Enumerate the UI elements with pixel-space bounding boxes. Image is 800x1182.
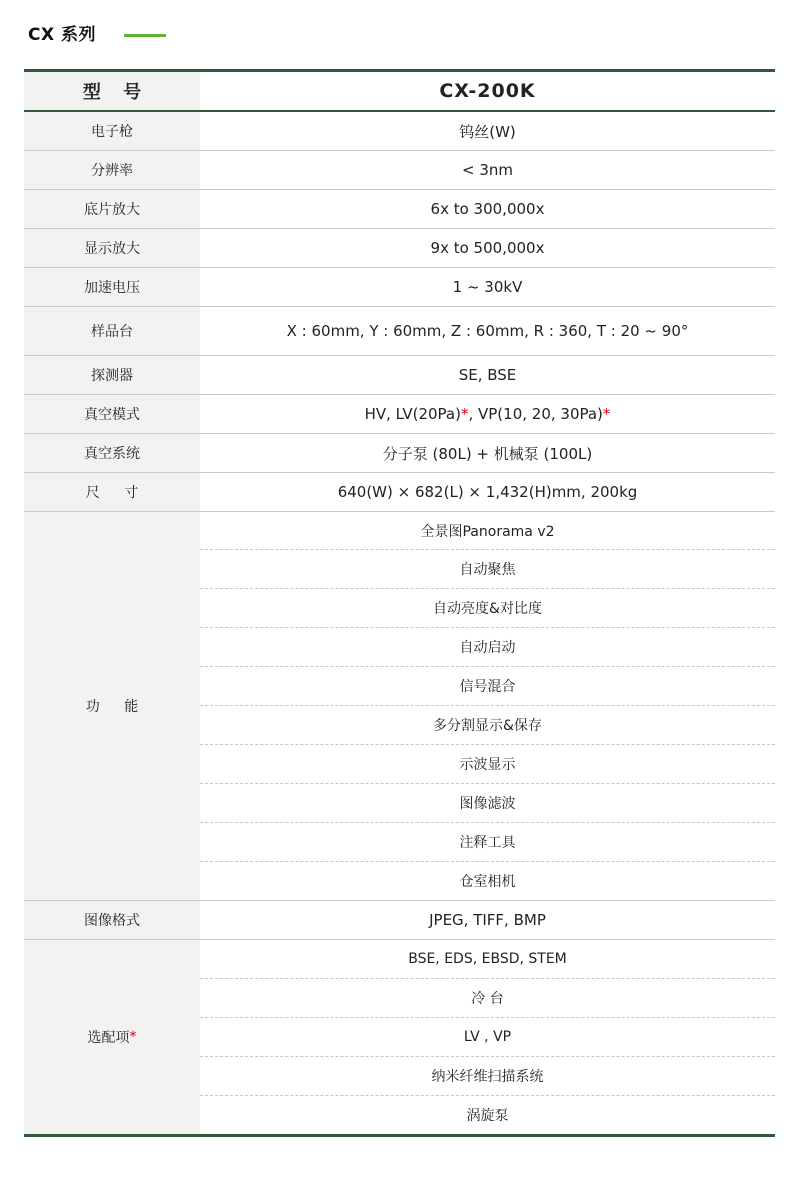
spec-label: 尺 寸 xyxy=(24,473,200,511)
spec-label: 底片放大 xyxy=(24,190,200,228)
spec-label: 分辨率 xyxy=(24,151,200,189)
spec-row-electron-gun xyxy=(24,112,775,151)
spec-row-resolution xyxy=(24,151,775,190)
function-item: 自动亮度&对比度 xyxy=(200,589,775,628)
spec-label: 电子枪 xyxy=(24,112,200,150)
spec-label: 探测器 xyxy=(24,356,200,394)
title-accent-bar xyxy=(124,34,166,37)
spec-row-dimensions xyxy=(24,473,775,512)
spec-label: 样品台 xyxy=(24,307,200,355)
spec-row-vacuum-system xyxy=(24,434,775,473)
spec-label: 加速电压 xyxy=(24,268,200,306)
series-title: CX 系列 xyxy=(28,25,97,45)
spec-table xyxy=(24,69,775,1137)
function-item: 多分割显示&保存 xyxy=(200,706,775,745)
function-item: 注释工具 xyxy=(200,823,775,862)
option-item: BSE, EDS, EBSD, STEM xyxy=(200,940,775,979)
spec-value: JPEG, TIFF, BMP xyxy=(429,911,546,929)
function-item: 图像滤波 xyxy=(200,784,775,823)
spec-value: 9x to 500,000x xyxy=(430,239,545,257)
vacuum-mode-part2: , VP(10, 20, 30Pa) xyxy=(468,405,603,423)
spec-row-film-magnification xyxy=(24,190,775,229)
options-list xyxy=(200,940,775,1134)
functions-list xyxy=(200,512,775,900)
optional-star: * xyxy=(129,1029,137,1045)
option-item: 涡旋泵 xyxy=(466,1108,509,1124)
spec-value: SE, BSE xyxy=(458,366,517,384)
function-item: 信号混合 xyxy=(200,667,775,706)
vacuum-mode-part1: HV, LV(20Pa) xyxy=(364,405,461,423)
header-row xyxy=(24,72,775,112)
model-label: 型 号 xyxy=(24,72,200,110)
options-label-text: 选配项 xyxy=(87,1030,130,1046)
spec-value: 1 ~ 30kV xyxy=(452,278,523,296)
option-item: LV , VP xyxy=(200,1018,775,1057)
spec-value xyxy=(200,395,775,433)
function-item: 自动聚焦 xyxy=(200,550,775,589)
spec-value: 分子泵 (80L) + 机械泵 (100L) xyxy=(382,444,593,463)
spec-label: 显示放大 xyxy=(24,229,200,267)
spec-row-acceleration-voltage xyxy=(24,268,775,307)
spec-value: < 3nm xyxy=(462,161,513,179)
spec-row-image-format xyxy=(24,901,775,940)
spec-label: 真空模式 xyxy=(24,395,200,433)
model-value: CX-200K xyxy=(439,80,536,102)
option-item: 纳米纤维扫描系统 xyxy=(200,1057,775,1096)
spec-row-detector xyxy=(24,356,775,395)
spec-label: 图像格式 xyxy=(24,901,200,939)
spec-row-stage xyxy=(24,307,775,356)
optional-star: * xyxy=(602,405,611,423)
function-item: 示波显示 xyxy=(200,745,775,784)
functions-row xyxy=(24,512,775,901)
function-item: 自动启动 xyxy=(200,628,775,667)
spec-row-display-magnification xyxy=(24,229,775,268)
spec-value: 钨丝(W) xyxy=(459,122,516,141)
options-row xyxy=(24,940,775,1134)
spec-value: X : 60mm, Y : 60mm, Z : 60mm, R : 360, T : 20 ~ 90° xyxy=(286,322,689,340)
spec-label: 真空系统 xyxy=(24,434,200,472)
spec-row-vacuum-mode xyxy=(24,395,775,434)
function-item: 全景图Panorama v2 xyxy=(200,512,775,550)
function-item: 仓室相机 xyxy=(459,874,516,890)
spec-value: 6x to 300,000x xyxy=(430,200,545,218)
options-label xyxy=(24,940,200,1134)
functions-label: 功 能 xyxy=(24,512,200,900)
spec-value: 640(W) × 682(L) × 1,432(H)mm, 200kg xyxy=(337,483,638,501)
optional-star: * xyxy=(460,405,469,423)
option-item: 冷 台 xyxy=(200,979,775,1018)
